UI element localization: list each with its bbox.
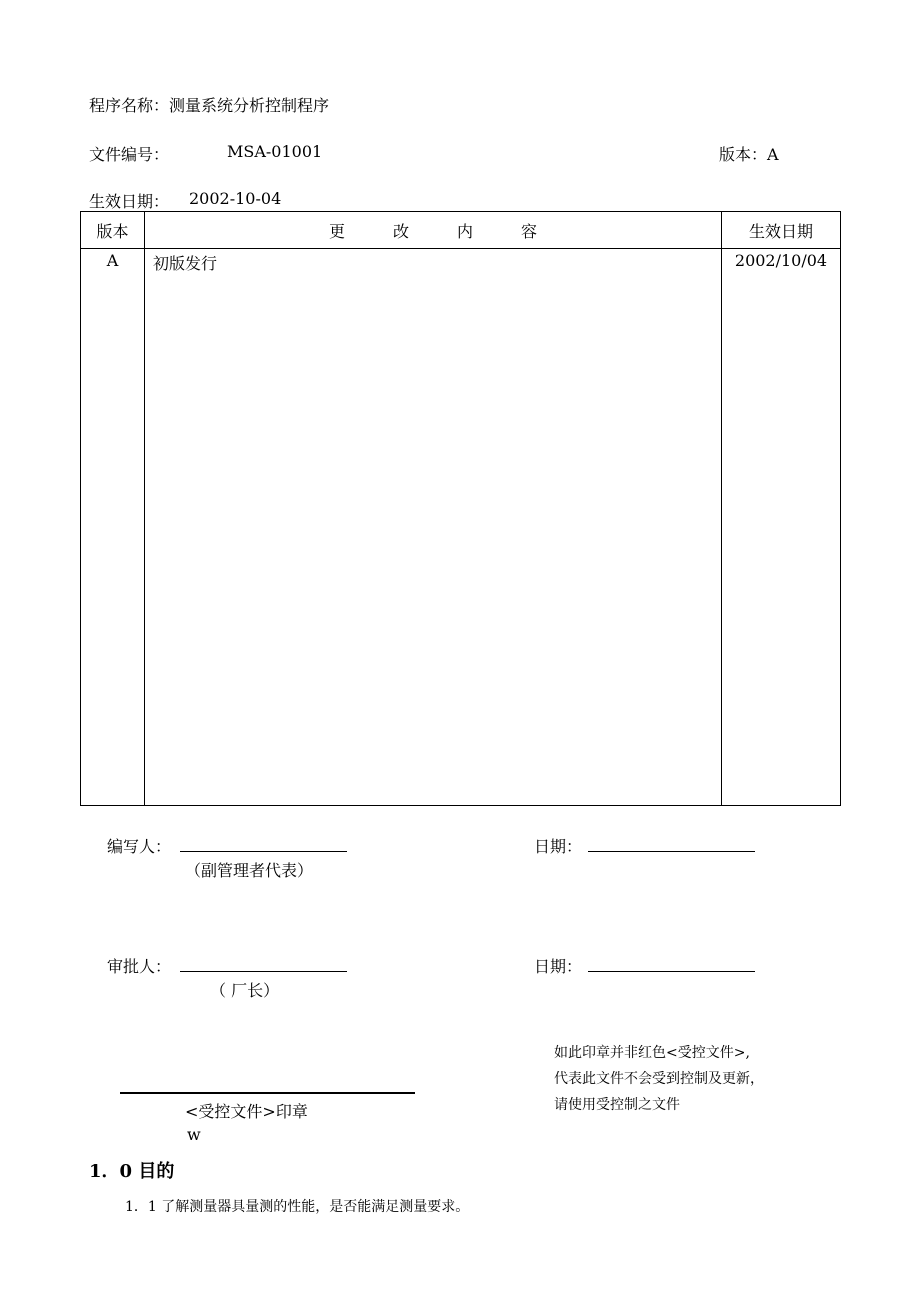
approver-date-line [588,971,755,972]
version-info [719,142,779,165]
stamp-line [120,1092,415,1094]
version-label: 版本： [719,145,768,164]
row-content: 初版发行 [145,249,722,806]
header-content-char: 改 [392,221,409,241]
stamp-note [554,1040,764,1118]
table-row [81,249,841,806]
approver-date-label: 日期： [534,957,583,976]
stamp-note-line: 如此印章并非红色<受控文件>, [554,1045,750,1061]
section-item: 1．1 了解测量器具量测的性能，是否能满足测量要求。 [125,1199,470,1215]
section-heading: 1．0 目的 [89,1161,175,1182]
header-version: 版本 [81,212,145,249]
approver-label: 审批人： [107,957,172,976]
stamp-note-line: 代表此文件不会受到控制及更新， [554,1071,764,1087]
program-name: 程序名称：测量系统分析控制程序 [89,96,330,115]
row-date: 2002/10/04 [722,249,841,806]
header-content-char: 更 [328,221,345,241]
approver-role: （ 厂长） [210,981,280,1000]
writer-label: 编写人： [107,837,172,856]
doc-no: MSA-01001 [227,142,323,161]
table-header-row [81,212,841,249]
writer-role: （副管理者代表） [185,861,314,880]
header-content-char: 内 [457,221,474,241]
row-version: A [81,249,145,806]
effective-date: 2002-10-04 [189,189,282,208]
header-content-char: 容 [521,221,538,241]
writer-date-label: 日期： [534,837,583,856]
writer-date-line [588,851,755,852]
approver-signature-line [180,971,347,972]
stamp-mark: w [187,1125,201,1144]
stamp-label: <受控文件>印章 [185,1102,308,1121]
doc-no-label: 文件编号： [89,145,170,164]
header-date: 生效日期 [722,212,841,249]
effective-label: 生效日期： [89,192,170,211]
header-content [145,212,722,249]
stamp-note-line: 请使用受控制之文件 [554,1097,680,1113]
revision-table [80,211,841,806]
version-value: A [767,145,779,164]
writer-signature-line [180,851,347,852]
